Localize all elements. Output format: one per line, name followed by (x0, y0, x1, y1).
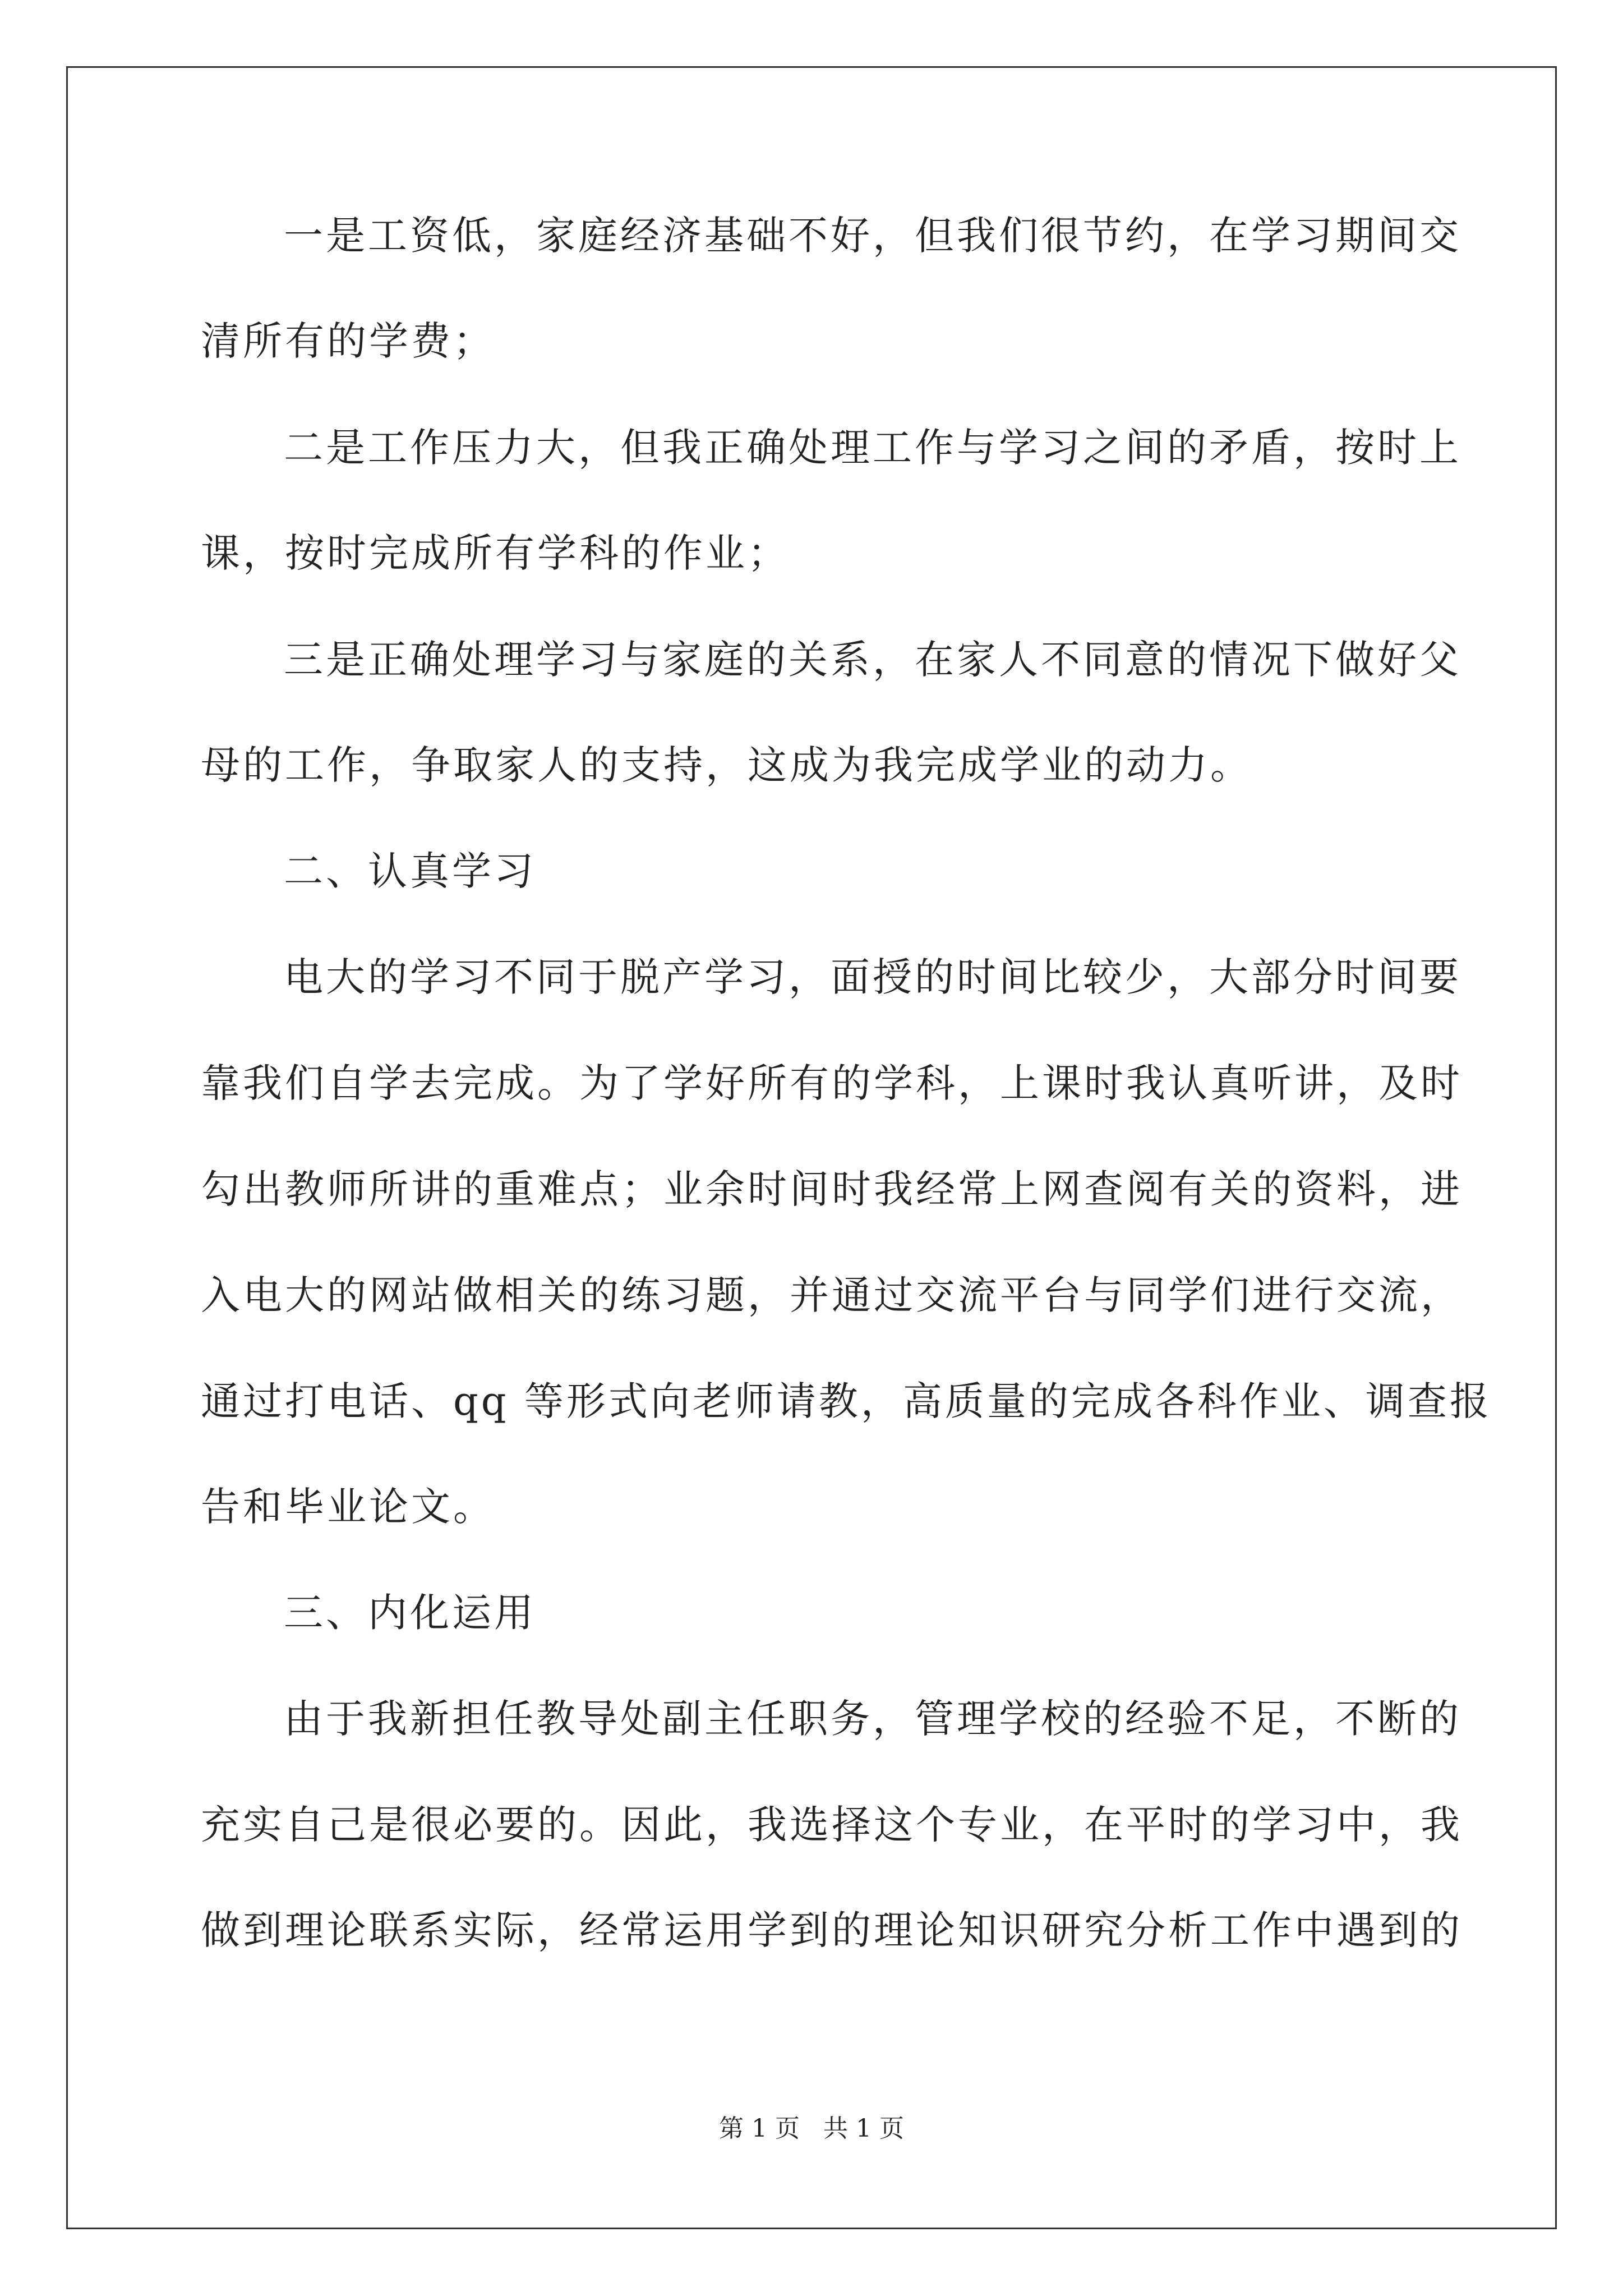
paragraph-line: 充实自己是很必要的。因此，我选择这个专业，在平时的学习中，我 (201, 1802, 1463, 1848)
paragraph-line: 勾出教师所讲的重难点；业余时间时我经常上网查阅有关的资料，进 (201, 1166, 1463, 1212)
section-heading: 二、认真学习 (284, 848, 536, 894)
paragraph-line: 一是工资低，家庭经济基础不好，但我们很节约，在学习期间交 (284, 213, 1461, 259)
paragraph-line: 清所有的学费； (201, 318, 495, 364)
paragraph-line: 入电大的网站做相关的练习题，并通过交流平台与同学们进行交流， (201, 1272, 1463, 1318)
paragraph-line: 告和毕业论文。 (201, 1484, 495, 1530)
page-number-footer: 第 1 页 共 1 页 (719, 2114, 904, 2143)
section-heading: 三、内化运用 (284, 1590, 536, 1636)
paragraph-line: 由于我新担任教导处副主任职务，管理学校的经验不足，不断的 (284, 1696, 1461, 1742)
paragraph-line: 二是工作压力大，但我正确处理工作与学习之间的矛盾，按时上 (284, 425, 1461, 471)
paragraph-line: 三是正确处理学习与家庭的关系，在家人不同意的情况下做好父 (284, 637, 1461, 683)
paragraph-line: 靠我们自学去完成。为了学好所有的学科，上课时我认真听讲，及时 (201, 1060, 1463, 1106)
paragraph-line: 母的工作，争取家人的支持，这成为我完成学业的动力。 (201, 742, 1252, 788)
paragraph-line: 课，按时完成所有学科的作业； (201, 530, 790, 576)
paragraph-line: 电大的学习不同于脱产学习，面授的时间比较少，大部分时间要 (284, 954, 1461, 1000)
paragraph-line: 做到理论联系实际，经常运用学到的理论知识研究分析工作中遇到的 (201, 1907, 1463, 1953)
page-border (66, 66, 1557, 2229)
paragraph-line: 通过打电话、qq 等形式向老师请教，高质量的完成各科作业、调查报 (201, 1378, 1492, 1424)
